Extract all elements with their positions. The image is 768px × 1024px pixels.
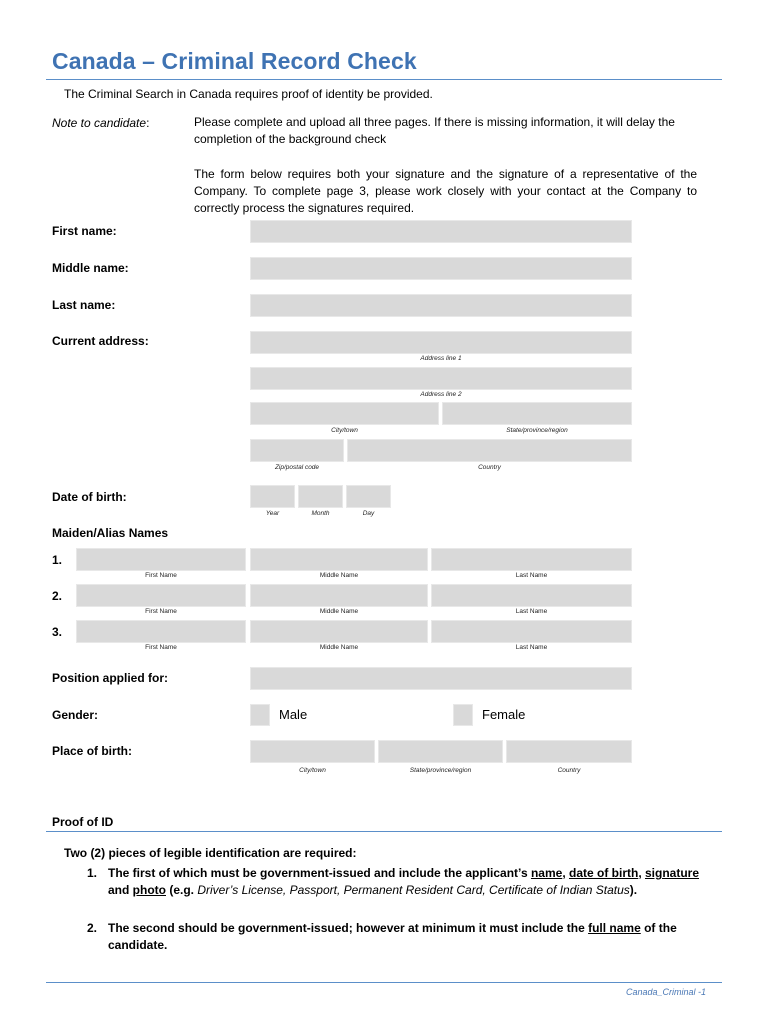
city-caption: City/town bbox=[331, 427, 358, 434]
birthplace-city-field[interactable] bbox=[250, 740, 375, 763]
dob-label: Date of birth: bbox=[52, 490, 127, 504]
male-label: Male bbox=[279, 707, 308, 722]
alias2-last-caption: Last Name bbox=[515, 608, 548, 615]
country-caption: Country bbox=[478, 464, 501, 471]
title-divider bbox=[46, 79, 722, 80]
last-name-label: Last name: bbox=[52, 298, 116, 312]
first-name-label: First name: bbox=[52, 224, 117, 238]
alias-number-1: 1. bbox=[52, 553, 63, 567]
footer-page-label: Canada_Criminal -1 bbox=[626, 987, 707, 997]
address-line2-caption: Address line 2 bbox=[420, 391, 462, 398]
alias3-last-field[interactable] bbox=[431, 620, 632, 643]
proof-lead: Two (2) pieces of legible identification are required: bbox=[64, 846, 357, 860]
alias2-middle-caption: Middle Name bbox=[319, 608, 359, 615]
position-field[interactable] bbox=[250, 667, 632, 690]
last-name-field[interactable] bbox=[250, 294, 632, 317]
alias3-first-field[interactable] bbox=[76, 620, 246, 643]
female-label: Female bbox=[482, 707, 526, 722]
birthplace-country-caption: Country bbox=[557, 767, 581, 774]
alias1-last-caption: Last Name bbox=[515, 572, 548, 579]
birthplace-label: Place of birth: bbox=[52, 744, 133, 758]
address-line2-field[interactable] bbox=[250, 367, 632, 390]
alias2-last-field[interactable] bbox=[431, 584, 632, 607]
alias1-first-field[interactable] bbox=[76, 548, 246, 571]
birthplace-country-field[interactable] bbox=[506, 740, 632, 763]
note-label: Note to candidate: bbox=[52, 116, 150, 130]
month-caption: Month bbox=[311, 510, 330, 517]
birthplace-city-caption: City/town bbox=[299, 767, 326, 774]
alias1-first-caption: First Name bbox=[145, 572, 177, 579]
position-label: Position applied for: bbox=[52, 671, 168, 685]
city-field[interactable] bbox=[250, 402, 439, 425]
zip-caption: Zip/postal code bbox=[274, 464, 320, 471]
day-caption: Day bbox=[362, 510, 375, 517]
note-paragraph-1: Please complete and upload all three pages. If there is missing information, it will delay the completion of the background check bbox=[194, 115, 675, 146]
zip-field[interactable] bbox=[250, 439, 344, 462]
alias1-middle-caption: Middle Name bbox=[319, 572, 359, 579]
birthplace-state-caption: State/province/region bbox=[409, 767, 472, 774]
middle-name-field[interactable] bbox=[250, 257, 632, 280]
alias1-last-field[interactable] bbox=[431, 548, 632, 571]
note-paragraph-2: The form below requires both your signature and the signature of a representative of the Company. To complete page 3, please work closely with your contact at the Company to correctly process the signatures required. bbox=[194, 167, 697, 215]
alias2-first-field[interactable] bbox=[76, 584, 246, 607]
female-checkbox[interactable] bbox=[453, 704, 473, 726]
dob-month-field[interactable] bbox=[298, 485, 343, 508]
current-address-label: Current address: bbox=[52, 334, 149, 348]
male-checkbox[interactable] bbox=[250, 704, 270, 726]
birthplace-state-field[interactable] bbox=[378, 740, 503, 763]
dob-year-field[interactable] bbox=[250, 485, 295, 508]
alias3-first-caption: First Name bbox=[145, 644, 177, 651]
proof-heading: Proof of ID bbox=[52, 815, 114, 829]
alias3-last-caption: Last Name bbox=[515, 644, 548, 651]
alias3-middle-caption: Middle Name bbox=[319, 644, 359, 651]
dob-day-field[interactable] bbox=[346, 485, 391, 508]
gender-label: Gender: bbox=[52, 708, 99, 722]
proof-item1-number: 1. bbox=[87, 866, 98, 880]
maiden-alias-heading: Maiden/Alias Names bbox=[52, 526, 169, 540]
first-name-field[interactable] bbox=[250, 220, 632, 243]
proof-item2-text: The second should be government-issued; however at minimum it must include the full name of the candidate. bbox=[108, 921, 677, 952]
alias2-middle-field[interactable] bbox=[250, 584, 428, 607]
state-caption: State/province/region bbox=[506, 427, 568, 434]
country-field[interactable] bbox=[347, 439, 632, 462]
proof-item1-text: The first of which must be government-issued and include the applicant’s name, date of birth, signature and photo (e.g. Driver’s License, Passport, Permanent Resident Card, Certificate of Indian Status). bbox=[108, 866, 699, 897]
alias1-middle-field[interactable] bbox=[250, 548, 428, 571]
alias-number-3: 3. bbox=[52, 625, 63, 639]
address-line1-field[interactable] bbox=[250, 331, 632, 354]
proof-divider bbox=[46, 831, 722, 832]
alias3-middle-field[interactable] bbox=[250, 620, 428, 643]
alias2-first-caption: First Name bbox=[145, 608, 177, 615]
middle-name-label: Middle name: bbox=[52, 261, 129, 275]
address-line1-caption: Address line 1 bbox=[420, 355, 462, 362]
footer-divider bbox=[46, 982, 722, 983]
state-field[interactable] bbox=[442, 402, 632, 425]
page-title: Canada – Criminal Record Check bbox=[52, 48, 417, 74]
alias-number-2: 2. bbox=[52, 589, 63, 603]
intro-text: The Criminal Search in Canada requires proof of identity be provided. bbox=[64, 87, 433, 101]
proof-item2-number: 2. bbox=[87, 921, 98, 935]
year-caption: Year bbox=[265, 510, 280, 517]
